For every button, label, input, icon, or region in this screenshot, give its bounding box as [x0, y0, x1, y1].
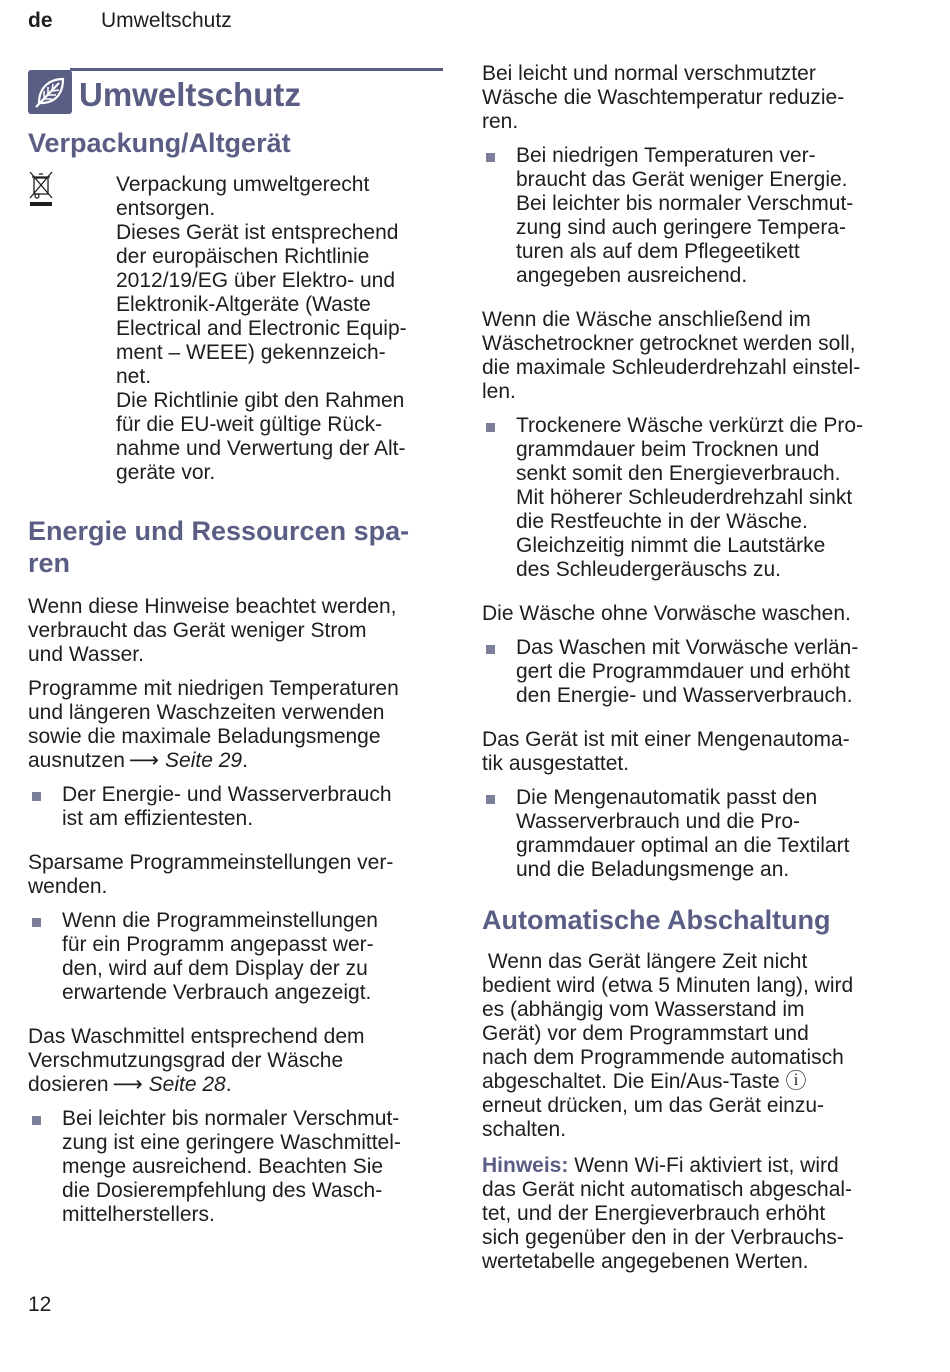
weee-text-line: Verpackung umweltgerecht: [116, 173, 370, 196]
text-line: das Gerät nicht automatisch abgeschal-: [482, 1178, 853, 1201]
text-line: Bei leicht und normal verschmutzter: [482, 62, 816, 85]
weee-text-line: nahme und Verwertung der Alt-: [116, 437, 406, 460]
text-line: bedient wird (etwa 5 Minuten lang), wird: [482, 974, 854, 997]
weee-text-line: Electrical and Electronic Equip-: [116, 317, 407, 340]
text-line: Trockenere Wäsche verkürzt die Pro-: [516, 414, 864, 437]
text-line: angegeben ausreichend.: [516, 264, 748, 287]
heading-line: Energie und Ressourcen spa-: [28, 516, 410, 546]
weee-text-line: 2012/19/EG über Elektro- und: [116, 269, 396, 292]
paragraph: [482, 950, 902, 1142]
bullet-square-icon: [32, 918, 41, 927]
arrow-right-icon: ⟶: [128, 749, 160, 772]
paragraph: [28, 1025, 443, 1097]
text-line: ist am effizientesten.: [62, 807, 254, 830]
text-fragment: .: [225, 1073, 232, 1096]
weee-text-line: Dieses Gerät ist entsprechend: [116, 221, 399, 244]
weee-text-line: Die Richtlinie gibt den Rahmen: [116, 389, 405, 412]
chapter-title: Umweltschutz: [79, 76, 301, 113]
bullet-item: [482, 414, 902, 582]
text-line: es (abhängig vom Wasserstand im: [482, 998, 805, 1021]
text-line: Das Waschmittel entsprechend dem: [28, 1025, 365, 1048]
text-line: Das Waschen mit Vorwäsche verlän-: [516, 636, 859, 659]
right-column: [482, 62, 902, 1274]
text-line: Wasserverbrauch und die Pro-: [516, 810, 801, 833]
weee-text-line: für die EU-weit gültige Rück-: [116, 413, 383, 436]
text-line: tik ausgestattet.: [482, 752, 630, 775]
bullet-square-icon: [486, 645, 495, 654]
arrow-right-icon: ⟶: [112, 1073, 143, 1096]
text-line: wertetabelle angegebenen Werten.: [482, 1250, 809, 1273]
crossed-out-wheelie-bin-icon: [28, 169, 56, 215]
page-number: 12: [28, 1293, 52, 1316]
bullet-item: [482, 786, 902, 882]
text-line: Gleichzeitig nimmt die Lautstärke: [516, 534, 826, 557]
text-line: gert die Programmdauer und erhöht: [516, 660, 850, 683]
text-line: Der Energie- und Wasserverbrauch: [62, 783, 392, 806]
text-line: [28, 749, 443, 773]
bullet-square-icon: [486, 153, 495, 162]
text-line: ren.: [482, 110, 519, 133]
paragraph: [482, 62, 902, 134]
text-line: zung ist eine geringere Waschmittel-: [62, 1131, 401, 1154]
text-line: Wenn das Gerät längere Zeit nicht: [482, 950, 808, 973]
paragraph: [482, 308, 902, 404]
text-line: sowie die maximale Beladungsmenge: [28, 725, 381, 748]
text-line: Die Mengenautomatik passt den: [516, 786, 818, 809]
text-line: Wäsche die Waschtemperatur reduzie-: [482, 86, 845, 109]
page-reference-link[interactable]: Seite 28: [148, 1073, 226, 1096]
text-line: die Dosierempfehlung des Wasch-: [62, 1179, 383, 1202]
text-line: Die Wäsche ohne Vorwäsche waschen.: [482, 602, 851, 625]
text-line: schalten.: [482, 1118, 567, 1141]
bullet-square-icon: [486, 423, 495, 432]
text-line: Wenn die Wäsche anschließend im: [482, 308, 811, 331]
text-line: Wäschetrockner getrocknet werden soll,: [482, 332, 856, 355]
text-fragment: dosieren: [28, 1073, 109, 1096]
paragraph: [482, 602, 902, 626]
heading-automatische-abschaltung: Automatische Abschaltung: [482, 905, 831, 935]
bullet-item: [482, 144, 902, 288]
text-line: [482, 1154, 902, 1178]
weee-text-line: net.: [116, 365, 152, 388]
text-line: erneut drücken, um das Gerät einzu-: [482, 1094, 825, 1117]
text-line: und Wasser.: [28, 643, 144, 666]
text-fragment: Wenn Wi-Fi aktiviert ist, wird: [568, 1154, 839, 1177]
text-line: Bei leichter bis normaler Verschmut-: [62, 1107, 400, 1130]
text-line: und längeren Waschzeiten verwenden: [28, 701, 385, 724]
heading-energie: [28, 515, 443, 579]
text-line: Gerät) vor dem Programmstart und: [482, 1022, 809, 1045]
left-column: [28, 65, 443, 1247]
weee-text-line: Elektronik-Altgeräte (Waste: [116, 293, 371, 316]
page-reference-link[interactable]: Seite 29: [165, 749, 243, 772]
bullet-item: [28, 909, 443, 1005]
weee-text-line: entsorgen.: [116, 197, 216, 220]
weee-text-line: geräte vor.: [116, 461, 216, 484]
paragraph: [28, 677, 443, 773]
text-line: wenden.: [28, 875, 108, 898]
text-line: den Energie- und Wasserverbrauch.: [516, 684, 853, 707]
weee-text-line: der europäischen Richtlinie: [116, 245, 370, 268]
note-label: Hinweis:: [482, 1154, 569, 1177]
text-line: nach dem Programmende automatisch: [482, 1046, 844, 1069]
text-line: len.: [482, 380, 516, 403]
text-line: erwartende Verbrauch angezeigt.: [62, 981, 372, 1004]
text-line: Programme mit niedrigen Temperaturen: [28, 677, 399, 700]
text-fragment: ausnutzen: [28, 749, 125, 772]
text-line: zung sind auch geringere Tempera-: [516, 216, 846, 239]
bullet-square-icon: [486, 795, 495, 804]
text-line: senkt somit den Energieverbrauch.: [516, 462, 841, 485]
text-line: braucht das Gerät weniger Energie.: [516, 168, 848, 191]
text-line: den, wird auf dem Display der zu: [62, 957, 368, 980]
bullet-square-icon: [32, 792, 41, 801]
text-line: tet, und der Energieverbrauch erhöht: [482, 1202, 826, 1225]
paragraph: [28, 595, 443, 667]
chapter-heading: [70, 68, 443, 123]
weee-text-line: ment – WEEE) gekennzeich-: [116, 341, 386, 364]
text-line: abgeschaltet. Die Ein/Aus-Taste ⓘ: [482, 1070, 807, 1093]
text-line: verbraucht das Gerät weniger Strom: [28, 619, 367, 642]
text-line: Verschmutzungsgrad der Wäsche: [28, 1049, 344, 1072]
leaf-icon: [28, 70, 72, 114]
text-line: Mit höherer Schleuderdrehzahl sinkt: [516, 486, 853, 509]
heading-verpackung: Verpackung/Altgerät: [28, 128, 291, 158]
header-section-title: Umweltschutz: [101, 9, 232, 32]
text-line: Das Gerät ist mit einer Mengenautoma-: [482, 728, 850, 751]
header-language: de: [28, 9, 53, 32]
text-line: Wenn die Programmeinstellungen: [62, 909, 378, 932]
text-line: Bei niedrigen Temperaturen ver-: [516, 144, 816, 167]
text-line: die Restfeuchte in der Wäsche.: [516, 510, 808, 533]
text-line: Wenn diese Hinweise beachtet werden,: [28, 595, 397, 618]
text-line: Bei leichter bis normaler Verschmut-: [516, 192, 854, 215]
text-line: turen als auf dem Pflegeetikett: [516, 240, 800, 263]
text-line: menge ausreichend. Beachten Sie: [62, 1155, 384, 1178]
paragraph: [482, 728, 902, 776]
text-line: mittelherstellers.: [62, 1203, 215, 1226]
text-line: des Schleudergeräuschs zu.: [516, 558, 781, 581]
text-line: die maximale Schleuderdrehzahl einstel-: [482, 356, 861, 379]
text-line: [28, 1073, 443, 1097]
bullet-square-icon: [32, 1116, 41, 1125]
paragraph: [28, 851, 443, 899]
bullet-item: [28, 1107, 443, 1227]
text-line: Sparsame Programmeinstellungen ver-: [28, 851, 394, 874]
bullet-item: [482, 636, 902, 708]
text-line: grammdauer optimal an die Textilart: [516, 834, 850, 857]
text-line: für ein Programm angepasst wer-: [62, 933, 374, 956]
text-line: grammdauer beim Trocknen und: [516, 438, 820, 461]
text-line: sich gegenüber den in der Verbrauchs-: [482, 1226, 844, 1249]
text-line: und die Beladungsmenge an.: [516, 858, 790, 881]
bullet-item: [28, 783, 443, 831]
text-fragment: .: [242, 749, 248, 772]
note-paragraph: [482, 1154, 902, 1274]
weee-block: [28, 173, 443, 485]
heading-line: ren: [28, 548, 71, 578]
